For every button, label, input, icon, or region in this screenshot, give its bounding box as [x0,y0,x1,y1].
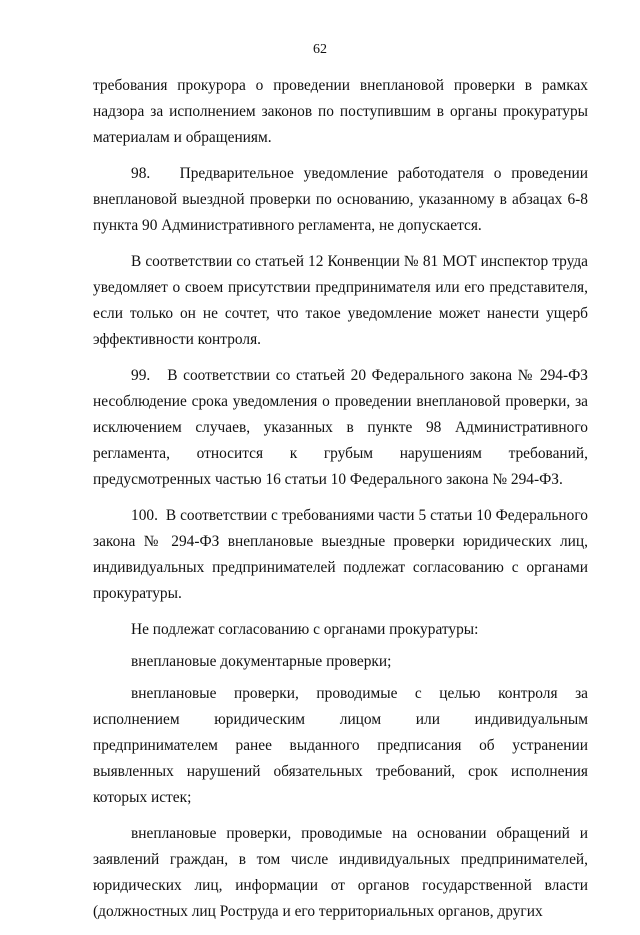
paragraph-ilo-convention: В соответствии со статьей 12 Конвенции № 81 МОТ инспектор труда уведомляет о своем присутствии предпринимателя или его представителя, если только он не сочтет, что такое уведомление может нанести ущерб эффективности контроля. [93,253,588,348]
paragraph-100: 100. В соответствии с требованиями части 5 статьи 10 Федерального закона № 294-ФЗ внеплановые выездные проверки юридических лиц, индивидуальных предпринимателей подлежат согласованию с органами прокуратуры. [93,507,588,602]
list-item-documentary: внеплановые документарные проверки; [131,653,392,670]
page-number: 62 [313,42,327,57]
paragraph-not-subject: Не подлежат согласованию с органами прокуратуры: [131,621,479,638]
list-item-citizen-appeals: внеплановые проверки, проводимые на основании обращений и заявлений граждан, в том числе индивидуальных предпринимателей, юридических лиц, информации от органов государственной власти (должностных лиц Роструда и его территориальных органов, других [93,825,588,920]
paragraph-99: 99. В соответствии со статьей 20 Федерального закона № 294-ФЗ несоблюдение срока уведомления о проведении внеплановой проверки, за исключением случаев, указанных в пункте 98 Административного регламента, относится к грубым нарушениям требований, предусмотренных частью 16 статьи 10 Федерального закона № 294-ФЗ. [93,367,588,488]
list-item-prescription-control: внеплановые проверки, проводимые с целью контроля за исполнением юридическим лицом или индивидуальным предпринимателем ранее выданного предписания об устранении выявленных нарушений обязательных требований, срок исполнения которых истек; [93,685,588,806]
paragraph-98: 98. Предварительное уведомление работодателя о проведении внеплановой выездной проверки по основанию, указанному в абзацах 6-8 пункта 90 Административного регламента, не допускается. [93,165,588,234]
body-text [93,73,588,935]
paragraph-continuation: требования прокурора о проведении внеплановой проверки в рамках надзора за исполнением законов по поступившим в органы прокуратуры материалам и обращениям. [93,77,588,146]
